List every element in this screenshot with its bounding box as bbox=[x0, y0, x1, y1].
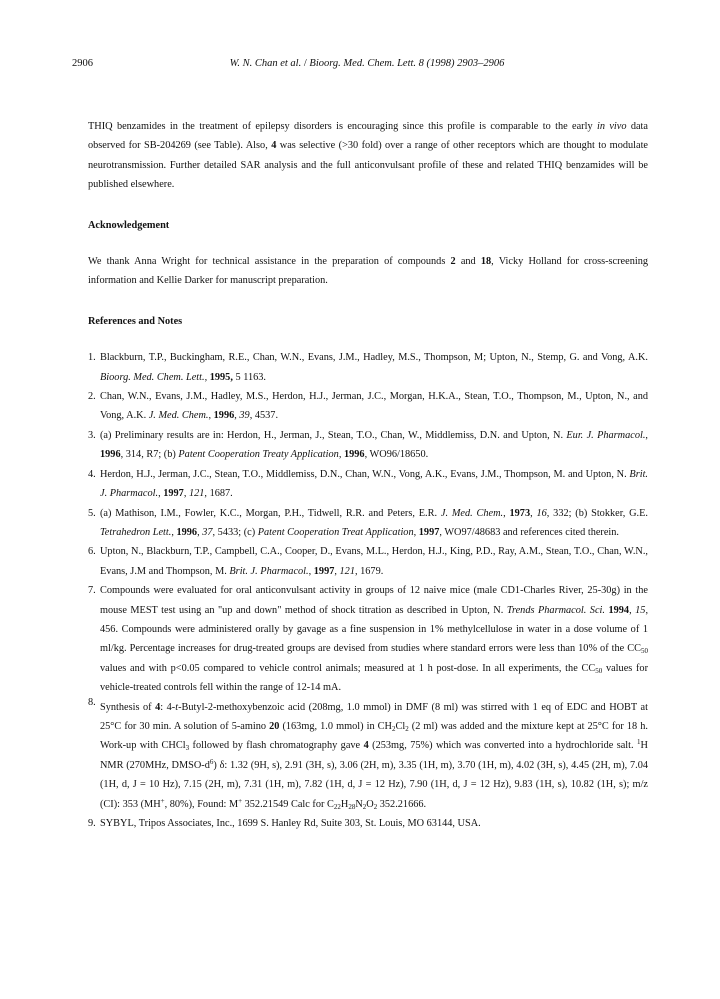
reference-item bbox=[88, 387, 648, 426]
ref-text: , 332; (b) Stokker, G.E. bbox=[546, 507, 648, 519]
intro-in-vivo: in vivo bbox=[596, 121, 627, 132]
ref-text: , bbox=[208, 410, 214, 422]
compound-number: 4 bbox=[155, 701, 161, 713]
ref-text: , 456. Compounds were administered orally by gavage as a fine suspension in 1% methylcellulose in water in a dose volume of 1 ml/kg. Percentage increases for drug-treated groups are devised from studies where standard errors were less than 10% of the CC bbox=[100, 604, 649, 655]
compound-number: 18 bbox=[480, 256, 492, 268]
ref-italic: t bbox=[175, 701, 179, 713]
subscript: 2 bbox=[391, 724, 396, 733]
reference-number: 4. bbox=[88, 468, 96, 480]
reference-number: 2. bbox=[88, 391, 96, 403]
ref-volume: 121 bbox=[188, 488, 205, 500]
ref-text: , bbox=[334, 565, 340, 577]
ref-year: 1996 bbox=[100, 449, 121, 461]
ack-text: and bbox=[455, 256, 481, 268]
ref-text: , 1679. bbox=[354, 565, 384, 577]
ref-text: H bbox=[340, 798, 349, 810]
ref-text: Upton, N., Blackburn, T.P., Campbell, C.A., Cooper, D., Evans, M.L., Herdon, H.J., King, P.D., Ray, A.M., Stean, T.O., Chan, W.N., Evans, J.M and Thompson, M. bbox=[100, 546, 648, 577]
ref-text: , 5433; (c) bbox=[212, 526, 258, 538]
acknowledgement-heading: Acknowledgement bbox=[88, 219, 170, 231]
page-number: 2906 bbox=[72, 58, 93, 69]
reference-number: 1. bbox=[88, 352, 96, 364]
subscript: 22 bbox=[333, 802, 341, 811]
ref-text: , bbox=[530, 507, 537, 519]
running-head-journal: Bioorg. Med. Chem. Lett. bbox=[309, 58, 417, 69]
reference-item bbox=[88, 426, 648, 465]
ref-text: Cl bbox=[395, 720, 406, 732]
ref-year: 1996 bbox=[213, 410, 235, 422]
intro-text: data observed for SB-204269 (see Table). Also, bbox=[88, 121, 648, 152]
ref-text: , bbox=[171, 526, 177, 538]
reference-item bbox=[88, 581, 648, 697]
running-head-year-pages: (1998) 2903–2906 bbox=[426, 58, 505, 69]
ref-year: 1973 bbox=[509, 507, 531, 519]
ref-text: Synthesis of bbox=[100, 701, 156, 713]
running-head-slash: / bbox=[303, 58, 307, 69]
compound-number: 20 bbox=[269, 720, 280, 732]
article-body bbox=[88, 117, 648, 833]
ref-text: , bbox=[503, 507, 510, 519]
ref-journal: Patent Cooperation Treaty Application, bbox=[178, 449, 342, 461]
ref-journal: Brit. J. Pharmacol. bbox=[229, 565, 309, 577]
ref-text: ) δ: 1.32 (9H, s), 2.91 (3H, s), 3.06 (2H, m), 3.35 (1H, m), 3.70 (1H, m), 4.02 (3H, s), 4.45 (2H, m), 7.04 (1H, d, J = 10 Hz), 7.15 (2H, m), 7.31 (1H, m), 7.82 (1H, d, J = 12 Hz), 7.90 (1H, d, J = 12 Hz), 9.83 (1H, s), 10.82 (1H, s); m/z (CI): 353 (MH bbox=[100, 759, 648, 810]
ref-year: 1997 bbox=[163, 488, 184, 500]
ack-text: , Vicky Holland for cross-screening information and Kellie Darker for manuscript preparation. bbox=[88, 256, 648, 287]
reference-item bbox=[88, 698, 648, 814]
ref-text: Blackburn, T.P., Buckingham, R.E., Chan, W.N., Evans, J.M., Hadley, M.S., Thompson, M; Upton, N., Stemp, G. and Vong, A.K. bbox=[100, 352, 648, 364]
reference-number: 8. bbox=[88, 696, 96, 708]
ref-text: , 1687. bbox=[204, 488, 233, 500]
ref-text: SYBYL, Tripos Associates, Inc., 1699 S. Hanley Rd, Suite 303, St. Louis, MO 63144, USA. bbox=[100, 818, 481, 829]
intro-text: was selective (>30 fold) over a range of other receptors which are thought to modulate neurotransmission. Further detailed SAR analysis and the full anticonvulsant profile of these and related THIQ benzamides will be published elsewhere. bbox=[88, 140, 649, 191]
reference-number: 3. bbox=[88, 429, 96, 441]
ref-text: Chan, W.N., Evans, J.M., Hadley, M.S., Herdon, H.J., Jerman, J.C., Morgan, H.K.A., Stean, T.O., Thompson, M., Upton, N., and Vong, A.K. bbox=[100, 391, 648, 422]
ref-year: 1997 bbox=[418, 526, 440, 538]
compound-number: 2 bbox=[450, 256, 456, 268]
ref-text: -Butyl-2-methoxybenzoic acid (208mg, 1.0 mmol) in DMF (8 ml) was stirred with 1 eq of EDC and HOBT at 25°C for 30 min. A solution of 5-amino bbox=[100, 701, 648, 732]
ref-journal: Patent Cooperation Treat Application bbox=[257, 526, 414, 538]
ref-year: 1996 bbox=[343, 449, 365, 461]
ref-text: (a) Preliminary results are in: Herdon, H., Jerman, J., Stean, T.O., Chan, W., Middlemiss, D.N. and Upton, N. bbox=[100, 429, 567, 441]
ref-volume: 37 bbox=[202, 526, 213, 538]
ref-text: , WO96/18650. bbox=[364, 449, 429, 461]
ref-text: 352.21549 Calc for C bbox=[242, 798, 334, 810]
page-header bbox=[72, 58, 662, 74]
ref-year: 1994 bbox=[608, 604, 630, 616]
ref-journal: Brit. J. Pharmacol. bbox=[100, 468, 648, 500]
ref-text: , bbox=[158, 488, 164, 500]
ref-journal: J. Med. Chem. bbox=[440, 507, 504, 519]
running-head-volume: 8 bbox=[418, 58, 424, 69]
ref-text: (253mg, 75%) which was converted into a hydrochloride salt. bbox=[368, 740, 638, 752]
ref-year: 1997 bbox=[313, 565, 335, 577]
compound-number: 4 bbox=[271, 140, 277, 152]
ref-text: , 4537. bbox=[249, 410, 279, 422]
ref-volume: 15 bbox=[635, 604, 646, 616]
superscript: 6 bbox=[209, 757, 214, 766]
ref-volume: 121 bbox=[339, 565, 355, 577]
superscript: + bbox=[238, 796, 243, 805]
reference-item bbox=[88, 814, 648, 833]
reference-item bbox=[88, 348, 648, 387]
ref-text: , WO97/48683 and references cited therein. bbox=[439, 526, 620, 538]
ref-text: Compounds were evaluated for oral anticonvulsant activity in groups of 12 naive mice (male CD1-Charles River, 25-30g) in the mouse MEST test using an "up and down" method of shock titration as described in Upton, N. bbox=[100, 585, 648, 616]
superscript: + bbox=[160, 796, 165, 805]
ref-journal: J. Med. Chem. bbox=[148, 410, 209, 422]
ack-text: We thank Anna Wright for technical assistance in the preparation of compounds bbox=[88, 256, 451, 268]
reference-item bbox=[88, 465, 648, 504]
reference-number: 7. bbox=[88, 585, 96, 597]
ref-journal: Bioorg. Med. Chem. Lett., bbox=[100, 371, 208, 383]
superscript: 1 bbox=[637, 738, 641, 747]
ref-text: , bbox=[308, 565, 314, 577]
ref-text: , bbox=[413, 526, 419, 538]
ref-year: 1995, bbox=[209, 371, 233, 383]
reference-item bbox=[88, 504, 648, 543]
ref-text: values for vehicle-treated controls fell within the range of 12-14 mA. bbox=[100, 662, 648, 694]
ref-text: N bbox=[355, 798, 363, 810]
subscript: 2 bbox=[373, 802, 378, 811]
ref-text: : 4- bbox=[160, 701, 176, 713]
subscript: 2 bbox=[405, 724, 409, 733]
ref-text: , 314, R7; (b) bbox=[120, 449, 179, 461]
ref-text: (2 ml) was added and the mixture kept at 25°C for 18 h. Work-up with CHCl bbox=[100, 720, 648, 752]
ref-text: , bbox=[183, 488, 189, 500]
ref-text: 5 1163. bbox=[232, 371, 266, 383]
ref-text: , bbox=[629, 604, 636, 616]
ref-text: , bbox=[645, 429, 648, 441]
running-head-authors: W. N. Chan bbox=[229, 58, 278, 69]
ref-text: , bbox=[197, 526, 203, 538]
ref-journal: Tetrahedron Lett. bbox=[100, 526, 172, 538]
ref-text: , 80%), Found: M bbox=[164, 798, 239, 810]
ref-journal: Eur. J. Pharmacol. bbox=[566, 429, 646, 441]
ref-volume: 39 bbox=[239, 410, 250, 422]
subscript: 2 bbox=[362, 802, 367, 811]
ref-text: , bbox=[234, 410, 240, 422]
subscript: 50 bbox=[641, 647, 648, 656]
compound-number: 4 bbox=[363, 740, 369, 752]
ref-text: Herdon, H.J., Jerman, J.C., Stean, T.O., Middlemiss, D.N., Chan, W.N., Vong, A.K., Evans, J.M., Thompson, M. and Upton, N. bbox=[100, 468, 630, 480]
ref-text: (a) Mathison, I.M., Fowler, K.C., Morgan, P.H., Tidwell, R.R. and Peters, E.R. bbox=[100, 507, 441, 519]
ref-volume: 16 bbox=[536, 507, 547, 519]
acknowledgement-paragraph bbox=[88, 252, 648, 291]
running-head-et-al: et al. bbox=[280, 58, 302, 69]
intro-text: THIQ benzamides in the treatment of epilepsy disorders is encouraging since this profile is comparable to the early bbox=[88, 121, 597, 132]
ref-text: 352.21666. bbox=[377, 798, 427, 810]
ref-text: values and with p<0.05 compared to vehicle control animals; measured at 1 h post-dose. In all experiments, the CC bbox=[100, 662, 596, 674]
ref-text: (163mg, 1.0 mmol) in CH bbox=[279, 720, 392, 732]
subscript: 3 bbox=[185, 744, 190, 753]
ref-year: 1996 bbox=[176, 526, 198, 538]
reference-number: 6. bbox=[88, 546, 96, 558]
ref-text: followed by flash chromatography gave bbox=[189, 740, 364, 752]
subscript: 50 bbox=[595, 666, 603, 675]
reference-item bbox=[88, 542, 648, 581]
reference-number: 5. bbox=[88, 507, 96, 519]
reference-list bbox=[88, 348, 648, 833]
ref-text: O bbox=[366, 798, 374, 810]
ref-text: H NMR (270MHz, DMSO-d bbox=[100, 740, 648, 771]
references-heading: References and Notes bbox=[88, 315, 183, 327]
intro-paragraph bbox=[88, 117, 648, 195]
reference-number: 9. bbox=[88, 818, 96, 829]
ref-journal: Trends Pharmacol. Sci. bbox=[506, 604, 605, 616]
subscript: 28 bbox=[348, 802, 356, 811]
running-head bbox=[72, 58, 662, 69]
